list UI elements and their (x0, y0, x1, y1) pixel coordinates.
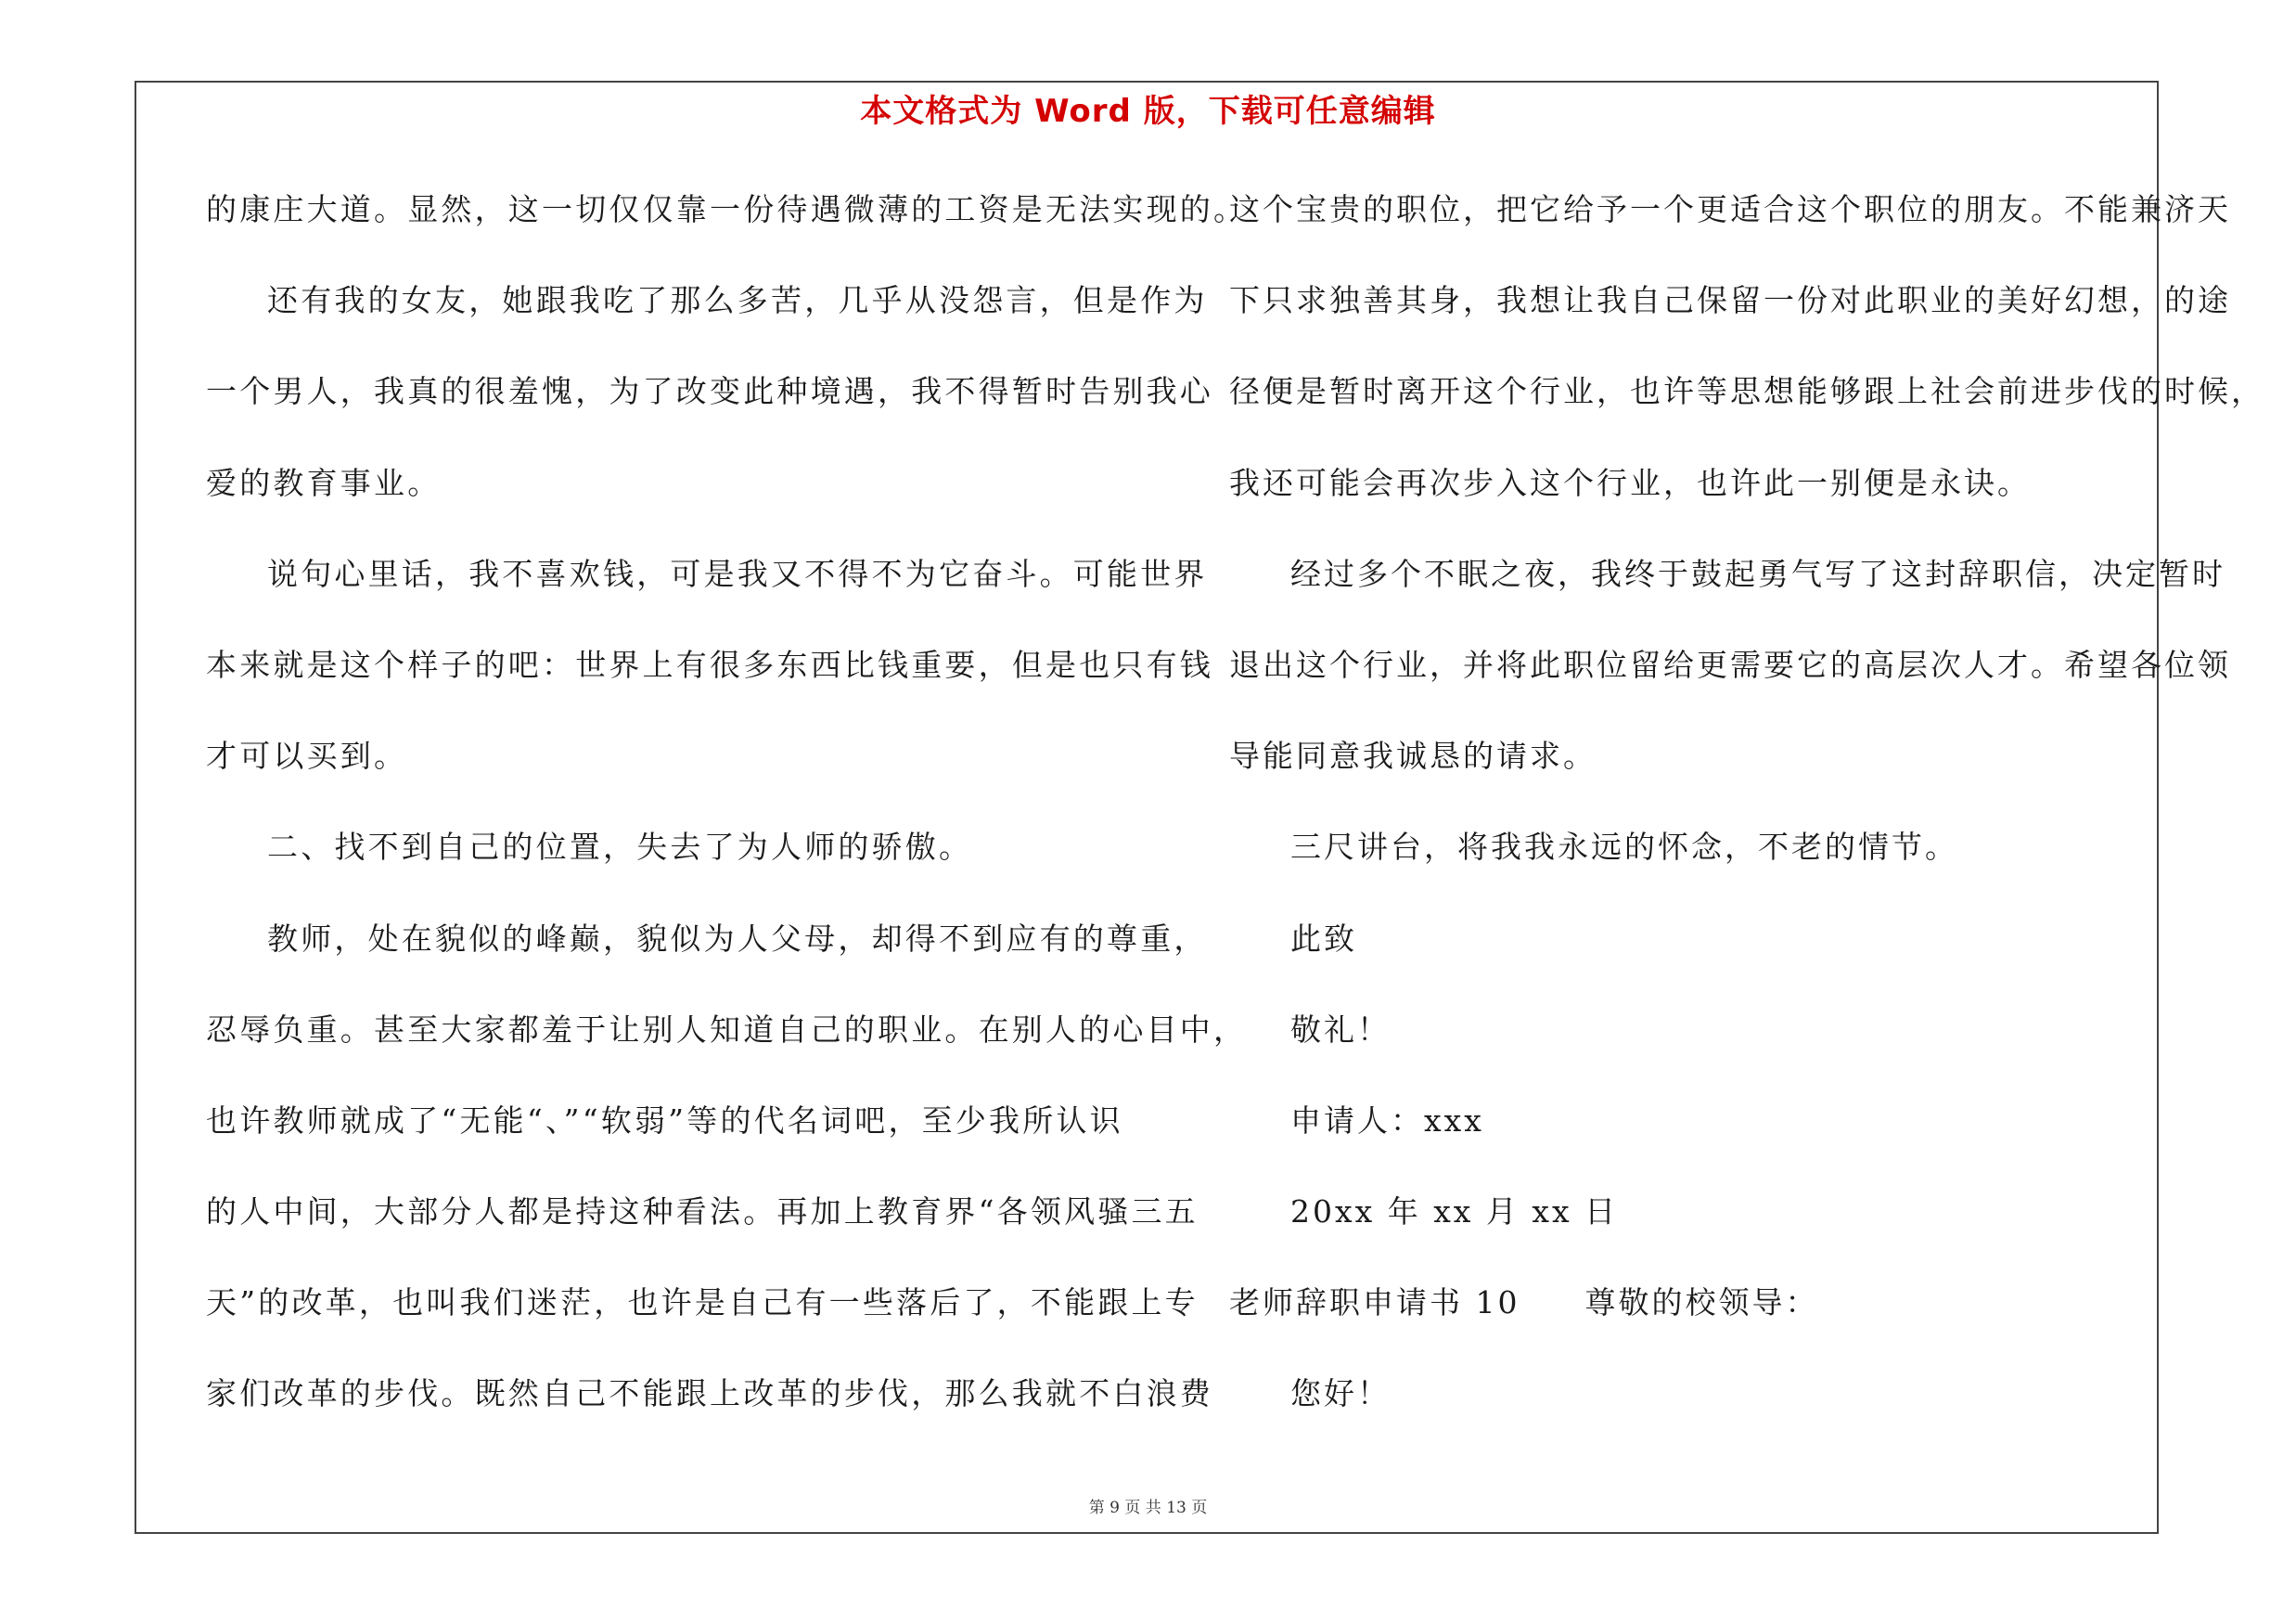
text-line: 忍辱负重。甚至大家都羞于让别人知道自己的职业。在别人的心目中， (206, 1011, 1248, 1048)
next-letter-salutation: 尊敬的校领导： (1584, 1284, 1819, 1321)
text-line: 教师，处在貌似的峰巅，貌似为人父母，却得不到应有的尊重， (267, 920, 1208, 957)
next-letter-greeting: 您好！ (1290, 1375, 1391, 1412)
left-text-column (206, 182, 1248, 1458)
text-line: 20xx 年 xx 月 xx 日 (1290, 1193, 1619, 1230)
right-text-column (1229, 182, 2264, 1458)
text-line: 此致 (1290, 920, 1357, 957)
text-line: 的康庄大道。显然，这一切仅仅靠一份待遇微薄的工资是无法实现的。 (206, 191, 1248, 227)
text-line: 一个男人，我真的很羞愧，为了改变此种境遇，我不得暂时告别我心 (206, 373, 1213, 410)
text-line: 才可以买到。 (206, 738, 408, 775)
text-line: 还有我的女友，她跟我吃了那么多苦，几乎从没怨言，但是作为 (267, 282, 1208, 319)
text-line: 家们改革的步伐。既然自己不能跟上改革的步伐，那么我就不白浪费 (206, 1375, 1213, 1412)
text-line: 申请人：xxx (1290, 1101, 1484, 1139)
word-format-banner: 本文格式为 Word 版，下载可任意编辑 (860, 93, 1436, 130)
text-line: 这个宝贵的职位，把它给予一个更适合这个职位的朋友。不能兼济天 (1229, 191, 2231, 227)
text-line: 下只求独善其身，我想让我自己保留一份对此职业的美好幻想，的途 (1229, 282, 2231, 319)
text-line: 三尺讲台，将我我永远的怀念，不老的情节。 (1290, 829, 1958, 866)
text-line: 也许教师就成了“无能“、”“软弱”等的代名词吧，至少我所认识 (206, 1101, 1123, 1139)
text-line: 二、找不到自己的位置，失去了为人师的骄傲。 (267, 829, 973, 866)
next-letter-title: 老师辞职申请书 10 (1229, 1284, 1520, 1321)
text-line: 说句心里话，我不喜欢钱，可是我又不得不为它奋斗。可能世界 (267, 555, 1208, 592)
text-line: 退出这个行业，并将此职位留给更需要它的高层次人才。希望各位领 (1229, 646, 2231, 683)
text-line: 经过多个不眠之夜，我终于鼓起勇气写了这封辞职信，决定暂时 (1290, 555, 2225, 592)
text-line: 径便是暂时离开这个行业，也许等思想能够跟上社会前进步伐的时候， (1229, 373, 2264, 410)
text-line: 爱的教育事业。 (206, 464, 442, 501)
next-letter-heading (1229, 1275, 2185, 1366)
text-line: 敬礼！ (1290, 1011, 1391, 1048)
text-line: 的人中间，大部分人都是持这种看法。再加上教育界“各领风骚三五 (206, 1193, 1199, 1230)
text-line: 天”的改革，也叫我们迷茫，也许是自己有一些落后了，不能跟上专 (206, 1284, 1199, 1321)
text-line: 我还可能会再次步入这个行业，也许此一别便是永诀。 (1229, 464, 2031, 501)
text-line: 本来就是这个样子的吧：世界上有很多东西比钱重要，但是也只有钱 (206, 646, 1213, 683)
page-number-footer: 第 9 页 共 13 页 (1088, 1499, 1208, 1517)
text-line: 导能同意我诚恳的请求。 (1229, 738, 1597, 775)
